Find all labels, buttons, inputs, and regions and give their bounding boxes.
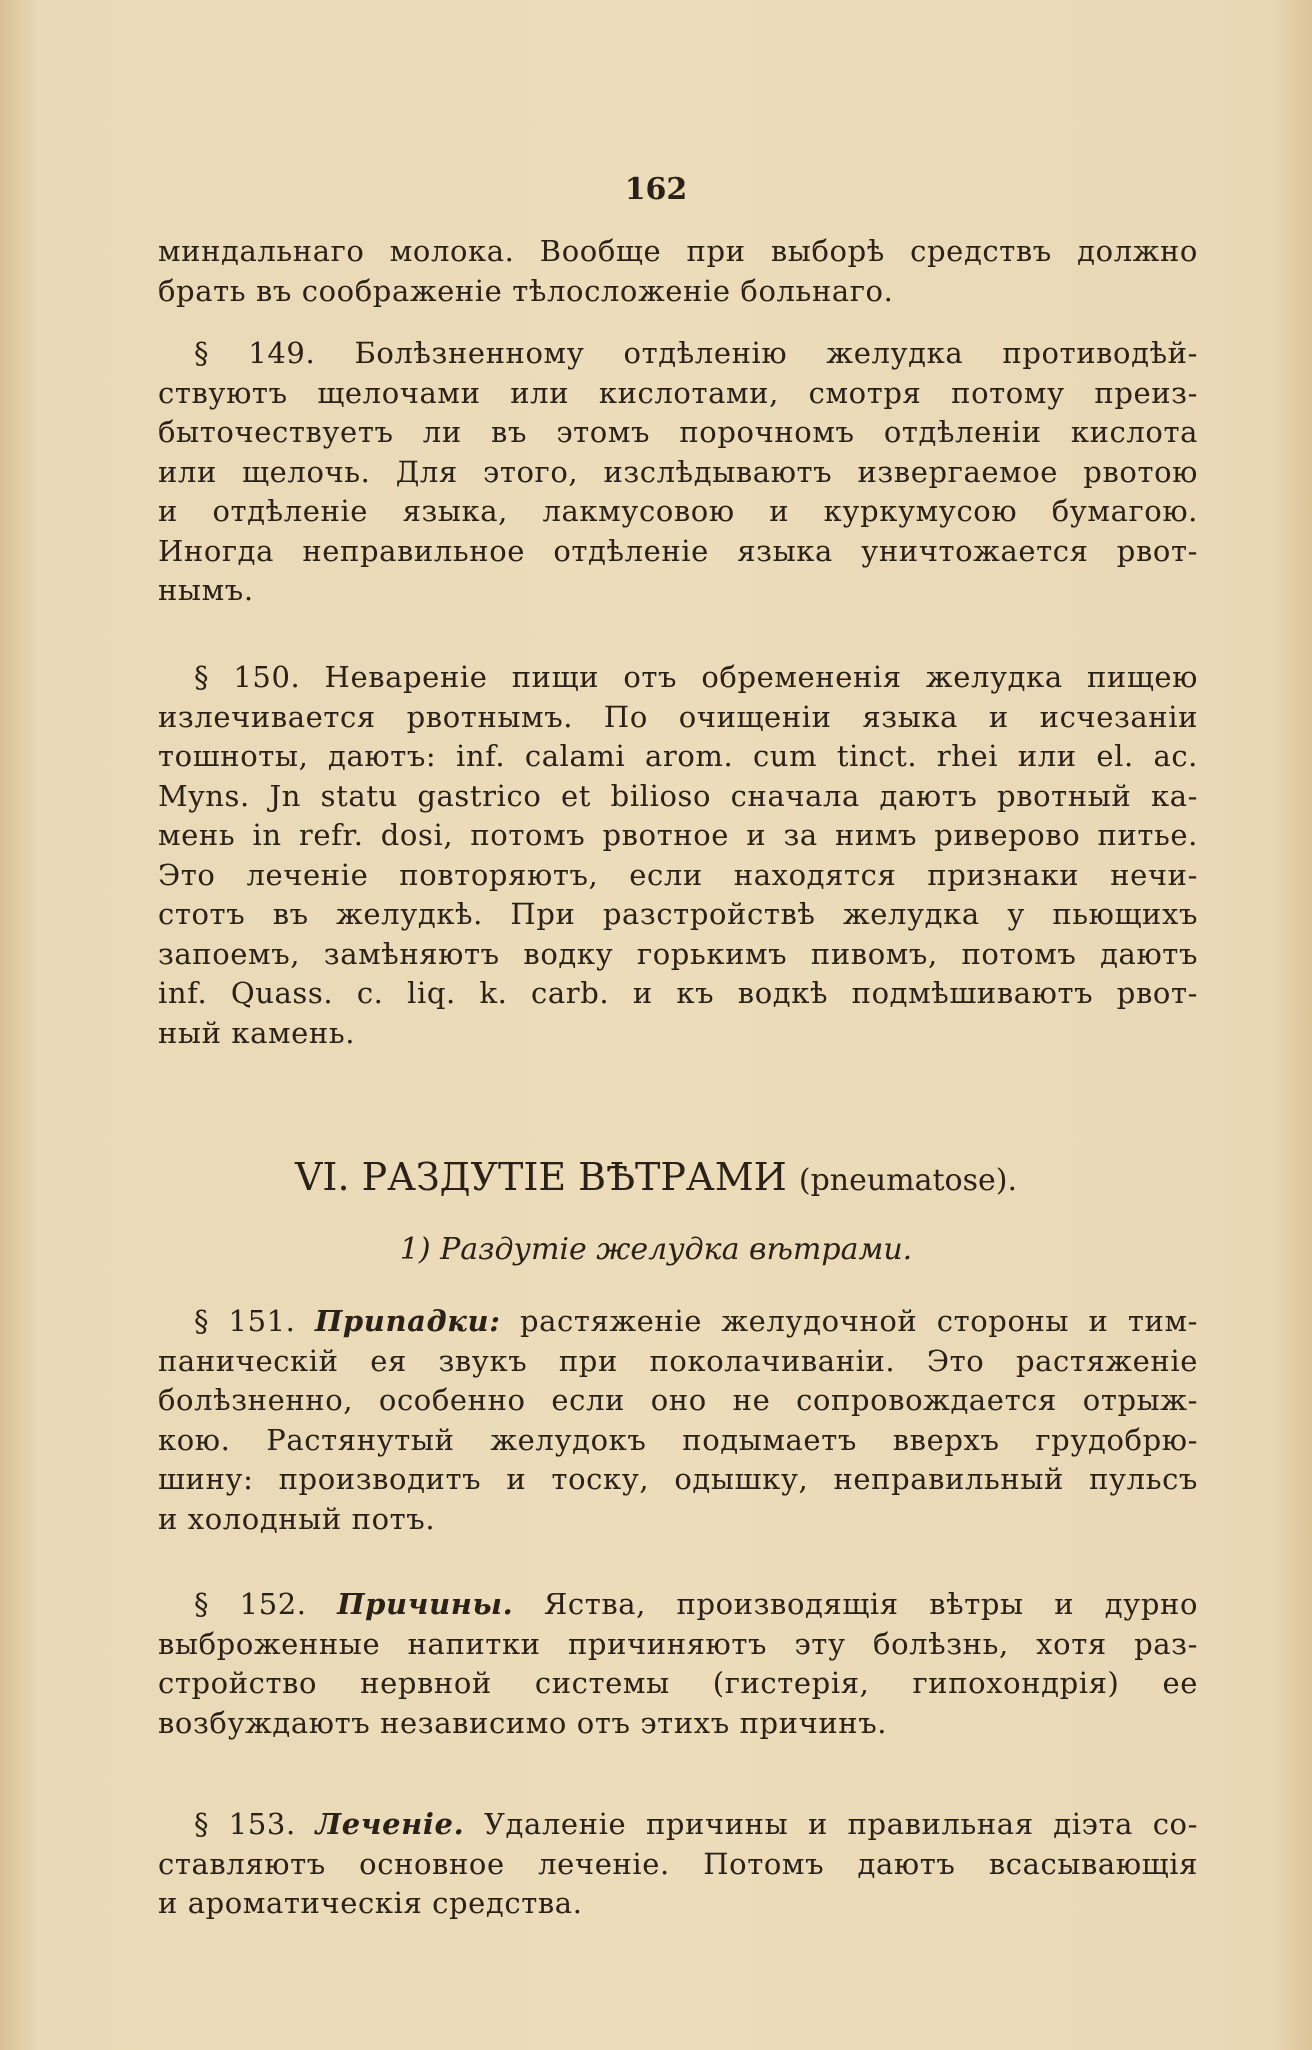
- text-line: брать въ соображеніе тѣлосложеніе больнаго.: [158, 273, 894, 308]
- text-line: Myns. Jn statu gastrico et bilioso сначала даютъ рвотный ка-: [158, 778, 1198, 813]
- text-fragment: растяженіе желудочной стороны и тим-: [500, 1304, 1198, 1338]
- section-heading: [0, 1155, 1312, 1199]
- text-line: стотъ въ желудкѣ. При разстройствѣ желудка у пьющихъ: [158, 897, 1198, 931]
- section-mark: § 153.: [194, 1807, 296, 1841]
- text-line: возбуждаютъ независимо отъ этихъ причинъ.: [158, 1705, 888, 1740]
- section-latin-term: (pneumatose).: [798, 1163, 1018, 1198]
- text-line: излечивается рвотнымъ. По очищеніи языка и исчезаніи: [158, 699, 1198, 734]
- paragraph-150: [158, 658, 1198, 1053]
- text-line: мень in refr. dosi, потомъ рвотное и за нимъ риверово питье.: [158, 818, 1198, 852]
- text-line: Иногда неправильное отдѣленіе языка уничтожается рвот-: [158, 533, 1198, 568]
- text-line: ствуютъ щелочами или кислотами, смотря потому преиз-: [158, 375, 1198, 410]
- paragraph-153: [158, 1805, 1198, 1924]
- text-line: ставляютъ основное леченіе. Потомъ даютъ всасывающія: [158, 1846, 1198, 1881]
- text-line: § 149. Болѣзненному отдѣленію желудка противодѣй-: [194, 336, 1198, 370]
- text-fragment: Удаленіе причины и правильная діэта со-: [464, 1807, 1199, 1841]
- text-line: и отдѣленіе языка, лакмусовою и куркумусою бумагою.: [158, 494, 1198, 528]
- text-line: запоемъ, замѣняютъ водку горькимъ пивомъ, потомъ даютъ: [158, 936, 1198, 971]
- subsection-heading: 1) Раздутіе желудка вѣтрами.: [399, 1232, 913, 1267]
- text-line: шину: производитъ и тоску, одышку, неправильный пульсъ: [158, 1462, 1198, 1496]
- intro-paragraph: [158, 232, 1198, 311]
- text-line: [158, 1302, 1198, 1342]
- section-mark: § 151.: [194, 1304, 296, 1338]
- text-line: inf. Quass. c. liq. k. carb. и къ водкѣ подмѣшиваютъ рвот-: [158, 976, 1198, 1010]
- text-line: быточествуетъ ли въ этомъ порочномъ отдѣленіи кислота: [158, 415, 1198, 449]
- text-line: и ароматическія средства.: [158, 1886, 583, 1920]
- text-line: Это леченіе повторяютъ, если находятся признаки нечи-: [158, 857, 1198, 892]
- text-line: стройство нервной системы (гистерія, гипохондрія) ее: [158, 1666, 1198, 1700]
- text-line: § 150. Невареніе пищи отъ обремененія желудка пищею: [194, 660, 1198, 694]
- paragraph-152: [158, 1585, 1198, 1743]
- text-line: нымъ.: [158, 573, 254, 607]
- text-line: или щелочь. Для этого, изслѣдываютъ извергаемое рвотою: [158, 454, 1198, 489]
- section-title: VI. РАЗДУТІЕ ВѢТРАМИ: [294, 1155, 787, 1199]
- paragraph-term: Припадки:: [314, 1304, 501, 1338]
- paragraph-term: Леченіе.: [315, 1807, 465, 1841]
- text-line: [158, 1585, 1198, 1625]
- paragraph-151: [158, 1302, 1198, 1539]
- paragraph-term: Причины.: [337, 1587, 514, 1621]
- text-line: и холодный потъ.: [158, 1501, 436, 1536]
- page-number: 162: [624, 172, 688, 207]
- text-line: тошноты, даютъ: inf. calami arom. cum tinct. rhei или el. ac.: [158, 739, 1198, 773]
- text-fragment: Яства, производящія вѣтры и дурно: [513, 1587, 1199, 1621]
- text-line: ный камень.: [158, 1015, 356, 1050]
- text-line: паническій ея звукъ при поколачиваніи. Это растяженіе: [158, 1343, 1198, 1378]
- paragraph-149: [158, 334, 1198, 611]
- text-line: [158, 1805, 1198, 1845]
- text-line: миндальнаго молока. Вообще при выборѣ средствъ должно: [158, 234, 1198, 268]
- text-line: кою. Растянутый желудокъ подымаетъ вверхъ грудобрю-: [158, 1422, 1198, 1457]
- section-mark: § 152.: [194, 1587, 307, 1621]
- text-line: болѣзненно, особенно если оно не сопровождается отрыж-: [158, 1383, 1198, 1417]
- text-line: выброженные напитки причиняютъ эту болѣзнь, хотя раз-: [158, 1626, 1198, 1661]
